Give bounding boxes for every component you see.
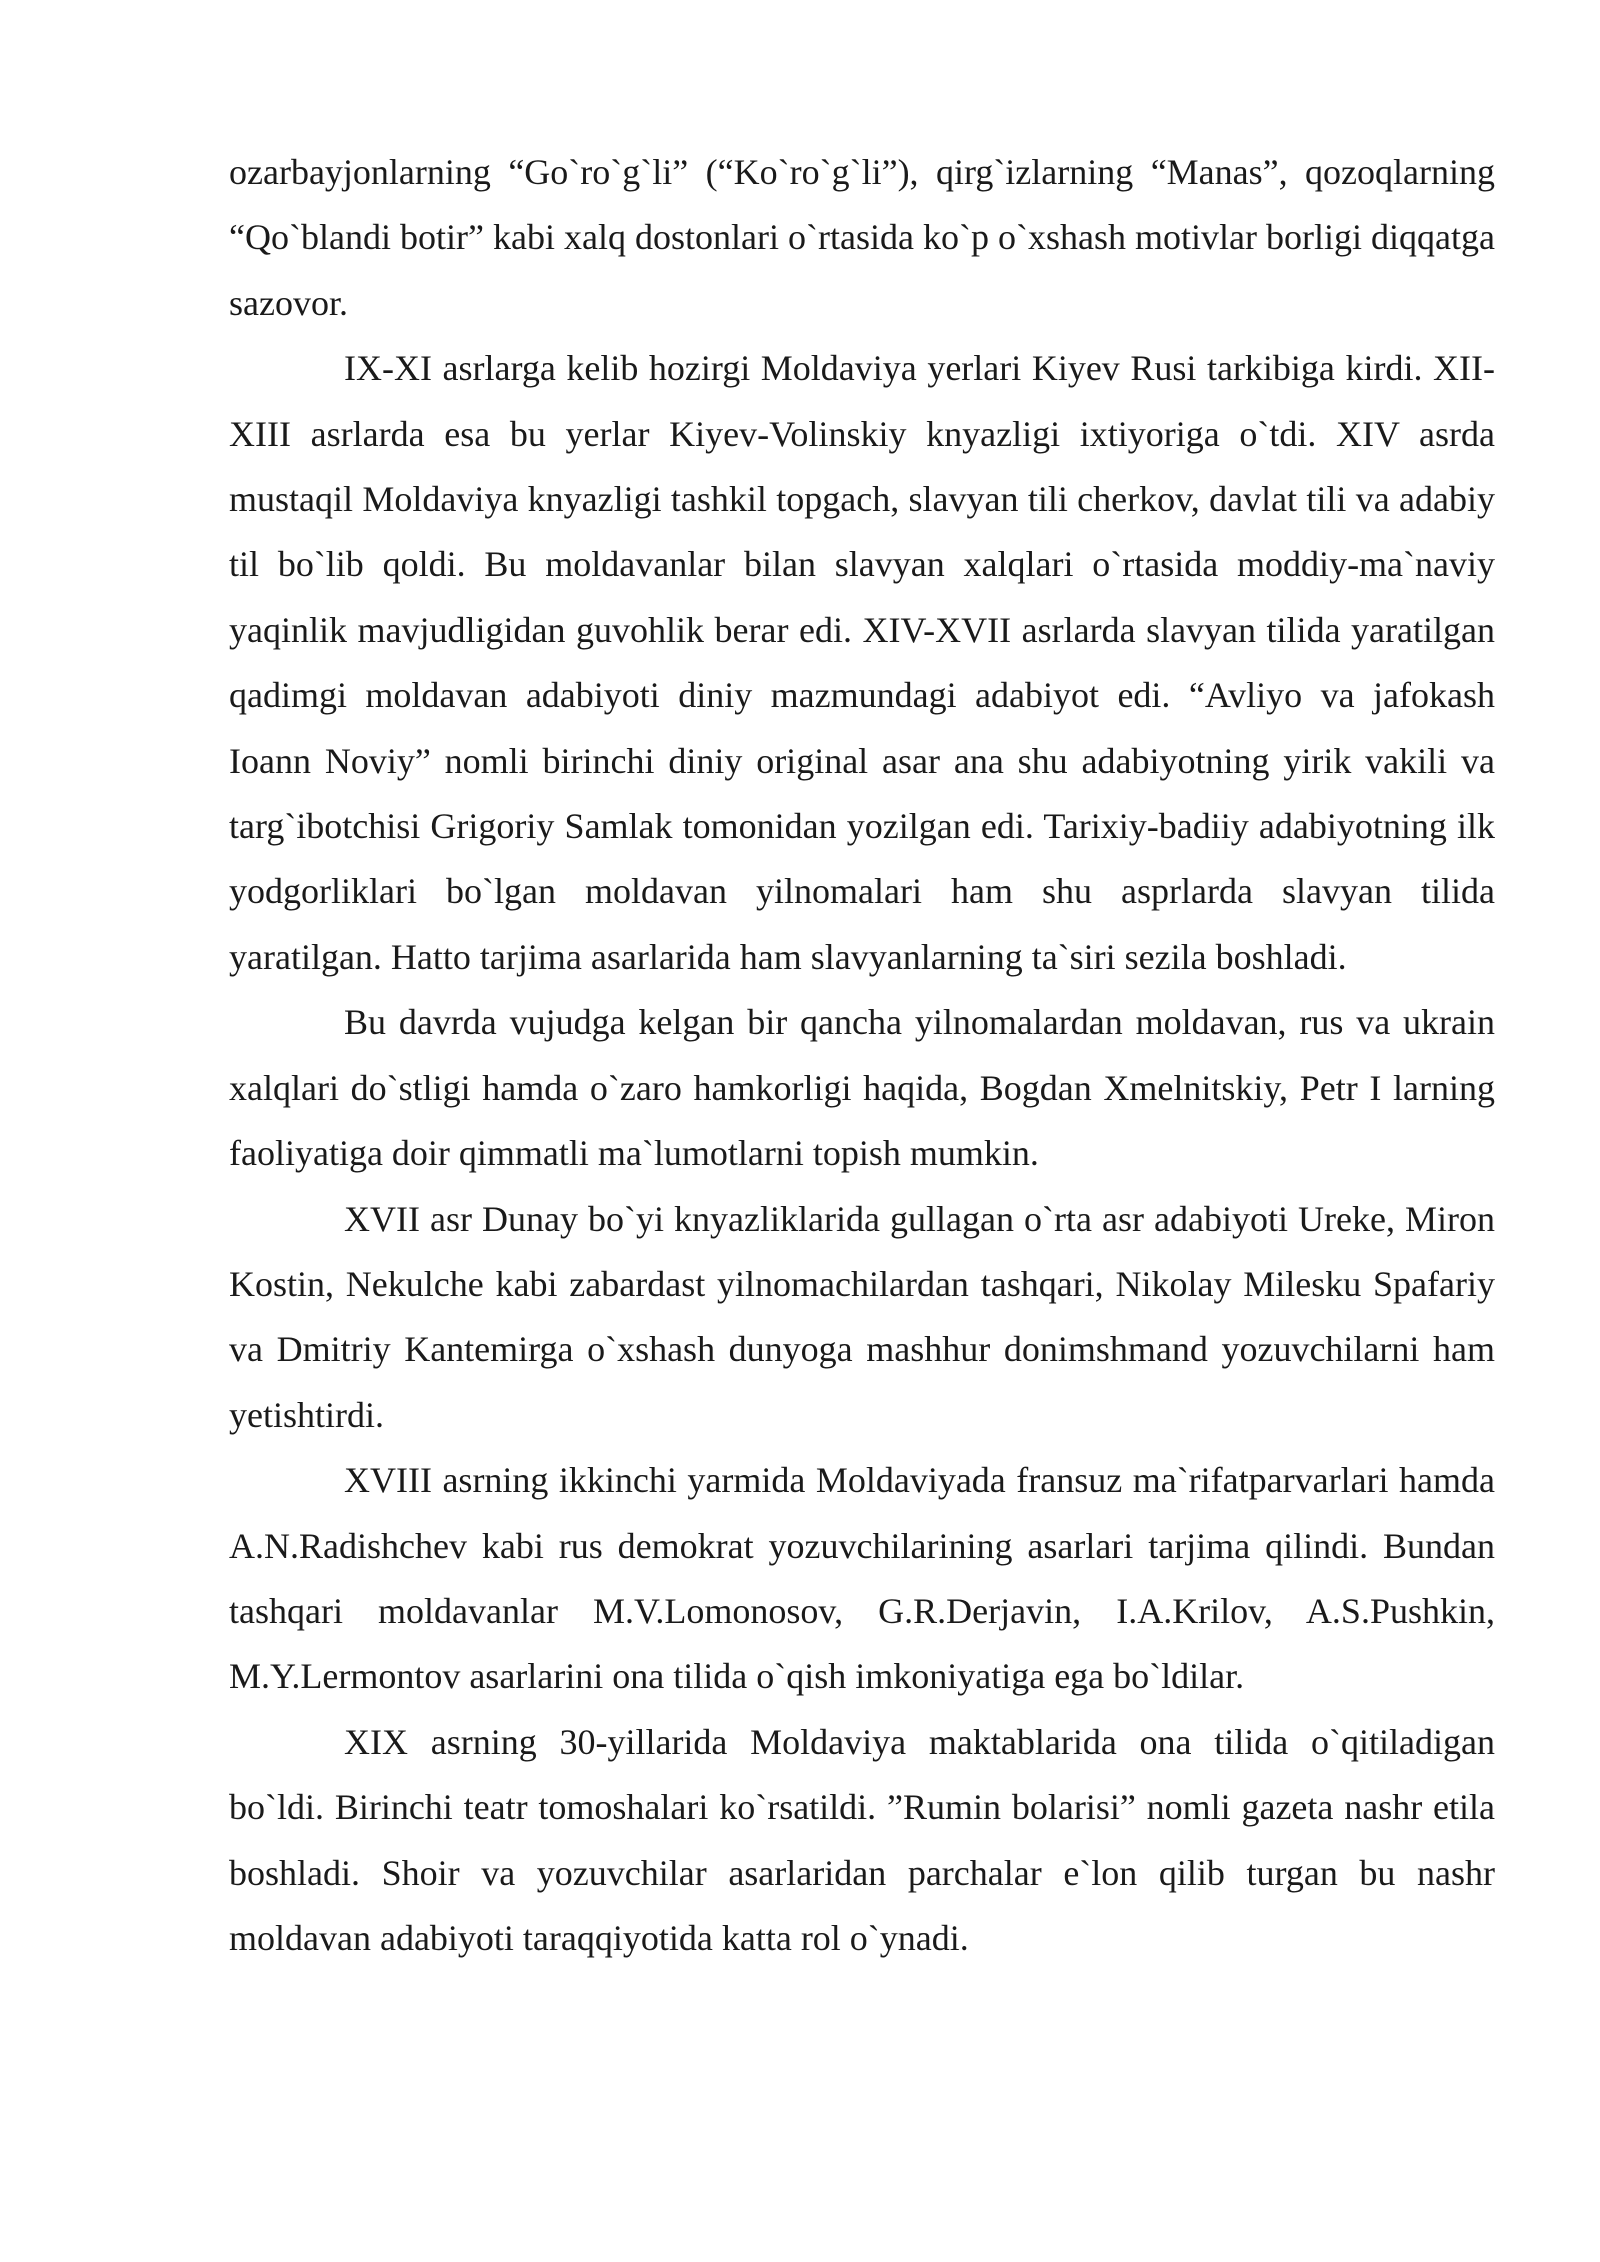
paragraph-chronicles: Bu davrda vujudga kelgan bir qancha yilnomalardan moldavan, rus va ukrain xalqlari do`stligi hamda o`zaro hamkorligi haqida, Bogdan Xmelnitskiy, Petr I larning faoliyatiga doir qimmatli ma`lumotlarni topish mumkin. <box>229 1002 1495 1174</box>
paragraph-xviii-century: XVIII asrning ikkinchi yarmida Moldaviyada fransuz ma`rifatparvarlari hamda A.N.Radishchev kabi rus demokrat yozuvchilarining asarlari tarjima qilindi. Bundan tashqari moldavanlar M.V.Lomonosov, G.R.Derjavin, I.A.Krilov, A.S.Pushkin, M.Y.Lermontov asarlarini ona tilida o`qish imkoniyatiga ega bo`ldilar. <box>229 1460 1495 1697</box>
paragraph-xix-century: XIX asrning 30-yillarida Moldaviya maktablarida ona tilida o`qitiladigan bo`ldi. Birinchi teatr tomoshalari ko`rsatildi. ”Rumin bolarisi” nomli gazeta nashr etila boshladi. Shoir va yozuvchilar asarlaridan parchalar e`lon qilib turgan bu nashr moldavan adabiyoti taraqqiyotida katta rol o`ynadi. <box>229 1721 1495 1958</box>
paragraph-kiev-rus: IX-XI asrlarga kelib hozirgi Moldaviya yerlari Kiyev Rusi tarkibiga kirdi. XII-XIII asrlarda esa bu yerlar Kiyev-Volinskiy knyazligi ixtiyoriga o`tdi. XIV asrda mustaqil Moldaviya knyazligi tashkil topgach, slavyan tili cherkov, davlat tili va adabiy til bo`lib qoldi. Bu moldavanlar bilan slavyan xalqlari o`rtasida moddiy-ma`naviy yaqinlik mavjudligidan guvohlik berar edi. XIV-XVII asrlarda slavyan tilida yaratilgan qadimgi moldavan adabiyoti diniy mazmundagi adabiyot edi. “Avliyo va jafokash Ioann Noviy” nomli birinchi diniy original asar ana shu adabiyotning yirik vakili va targ`ibotchisi Grigoriy Samlak tomonidan yozilgan edi. Tarixiy-badiiy adabiyotning ilk yodgorliklari bo`lgan moldavan yilnomalari ham shu asprlarda slavyan tilida yaratilgan. Hatto tarjima asarlarida ham slavyanlarning ta`siri sezila boshladi. <box>229 348 1495 977</box>
paragraph-continuation: ozarbayjonlarning “Go`ro`g`li” (“Ko`ro`g`li”), qirg`izlarning “Manas”, qozoqlarning “Qo`blandi botir” kabi xalq dostonlari o`rtasida ko`p o`xshash motivlar borligi diqqatga sazovor. <box>229 152 1495 323</box>
paragraph-xvii-century: XVII asr Dunay bo`yi knyazliklarida gullagan o`rta asr adabiyoti Ureke, Miron Kostin, Nekulche kabi zabardast yilnomachilardan tashqari, Nikolay Milesku Spafariy va Dmitriy Kantemirga o`xshash dunyoga mashhur donimshmand yozuvchilarni ham yetishtirdi. <box>229 1198 1495 1435</box>
document-page <box>229 140 1495 1971</box>
